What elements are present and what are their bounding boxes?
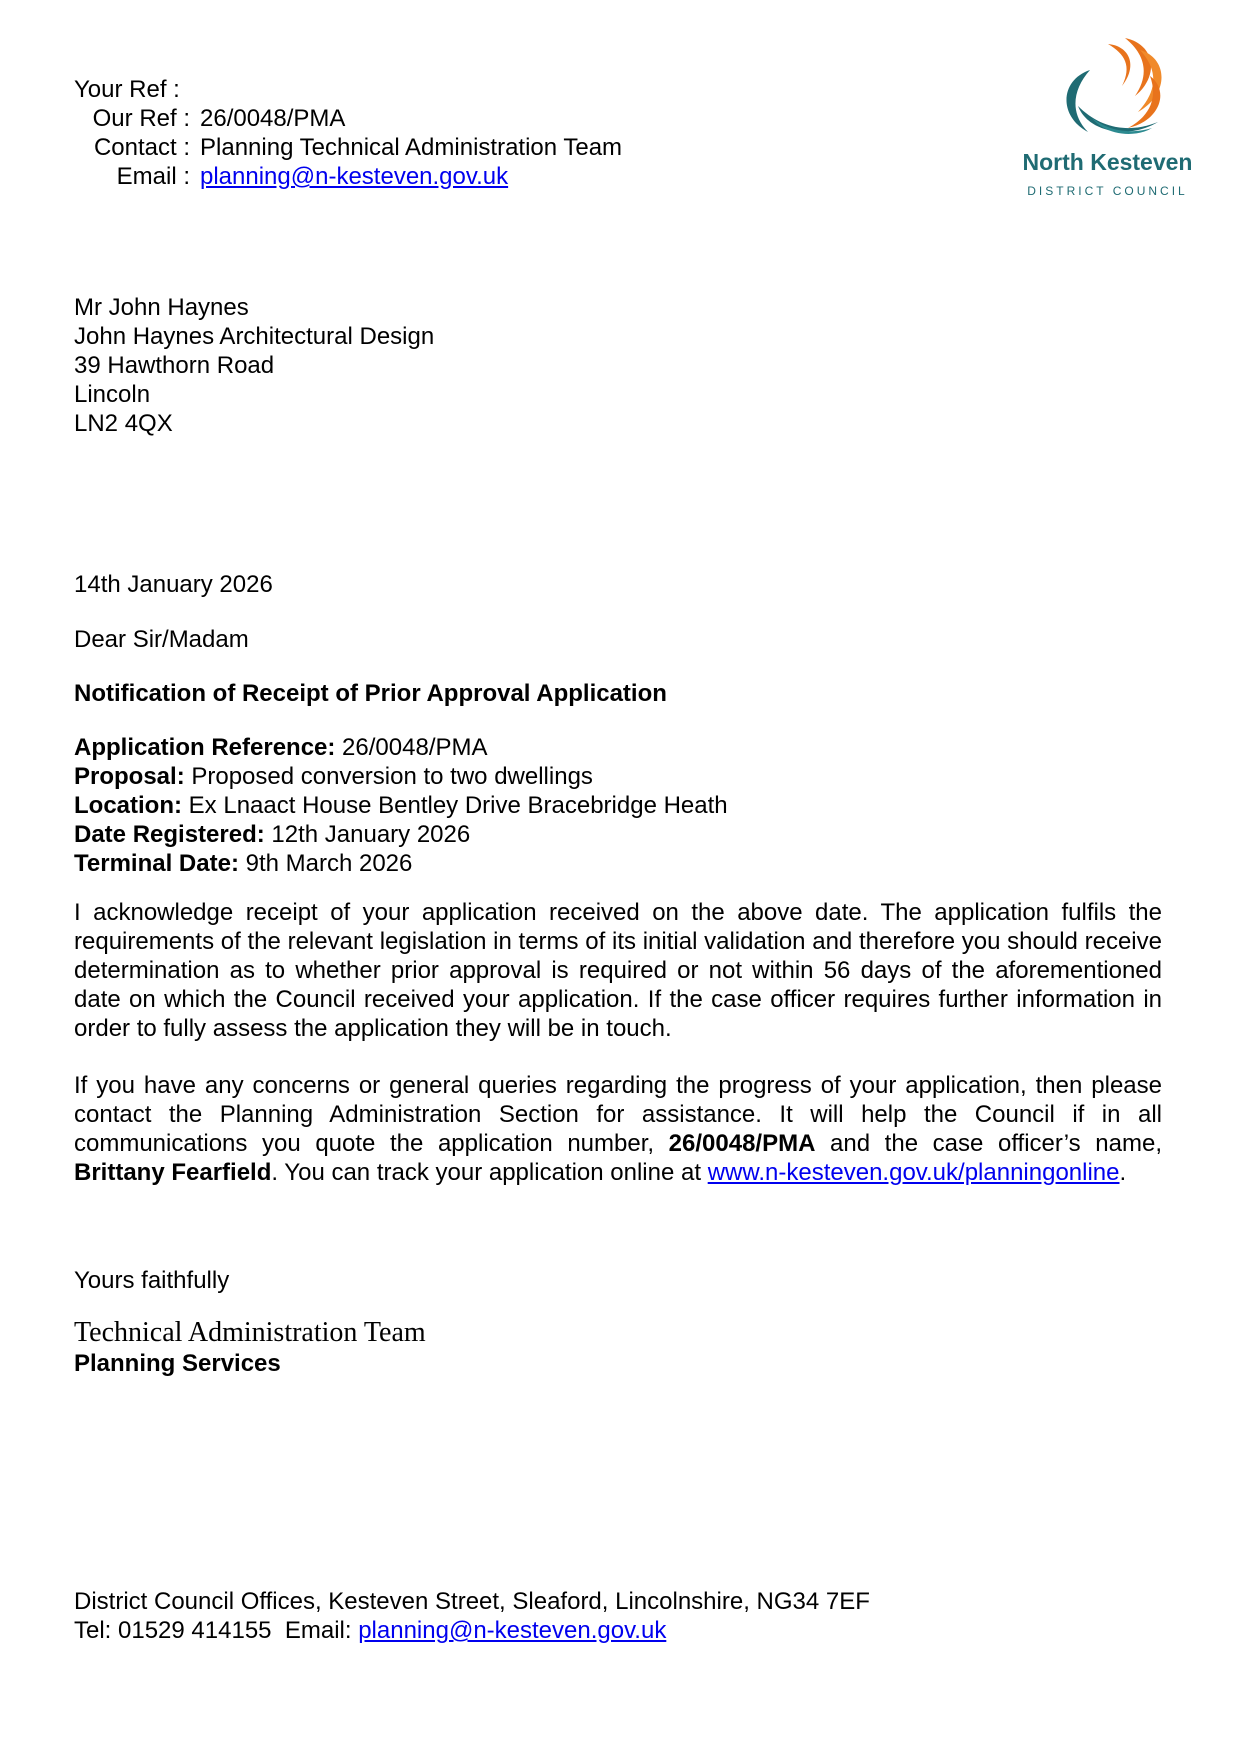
- our-ref-row: [74, 104, 622, 133]
- detail-label: Date Registered:: [74, 821, 265, 848]
- detail-proposal: [74, 762, 728, 791]
- logo-subtitle: DISTRICT COUNCIL: [1027, 184, 1188, 198]
- header-email-link[interactable]: planning@n-kesteven.gov.uk: [200, 163, 509, 190]
- detail-application-reference: [74, 733, 728, 762]
- queries-paragraph: [74, 1071, 1162, 1187]
- closing: Yours faithfully: [74, 1267, 230, 1294]
- case-officer-name: Brittany Fearfield: [74, 1159, 272, 1186]
- detail-terminal-date: [74, 849, 728, 878]
- our-ref-value: 26/0048/PMA: [200, 105, 346, 132]
- address-line: John Haynes Architectural Design: [74, 323, 435, 350]
- swirl-logo-icon: [1010, 36, 1205, 146]
- salutation: Dear Sir/Madam: [74, 626, 249, 653]
- email-row: [74, 162, 622, 191]
- address-line: Lincoln: [74, 381, 151, 408]
- detail-value: 26/0048/PMA: [335, 734, 488, 761]
- detail-location: [74, 791, 728, 820]
- signature: Technical Administration Team: [74, 1317, 426, 1348]
- queries-text: and the case officer’s name,: [815, 1130, 1162, 1157]
- footer: [74, 1587, 870, 1645]
- application-details: [74, 733, 728, 878]
- detail-value: 9th March 2026: [238, 850, 413, 877]
- detail-value: 12th January 2026: [264, 821, 471, 848]
- detail-label: Application Reference:: [74, 734, 336, 761]
- footer-email-link[interactable]: planning@n-kesteven.gov.uk: [358, 1617, 667, 1644]
- queries-text: . You can track your application online at: [271, 1159, 708, 1186]
- detail-label: Proposal:: [74, 763, 185, 790]
- queries-text: .: [1119, 1159, 1127, 1186]
- detail-label: Terminal Date:: [74, 850, 239, 877]
- contact-value: Planning Technical Administration Team: [200, 134, 623, 161]
- address-line: Mr John Haynes: [74, 294, 249, 321]
- detail-value: Ex Lnaact House Bentley Drive Bracebridge Heath: [182, 792, 728, 819]
- your-ref-row: [74, 75, 622, 104]
- address-line: 39 Hawthorn Road: [74, 352, 275, 379]
- planning-online-link[interactable]: www.n-kesteven.gov.uk/planningonline: [707, 1159, 1120, 1186]
- email-label: Email :: [116, 163, 190, 190]
- footer-tel: Tel: 01529 414155 Email:: [74, 1617, 359, 1644]
- address-line: LN2 4QX: [74, 410, 173, 437]
- reference-block: [74, 75, 622, 191]
- footer-address: District Council Offices, Kesteven Street, Sleaford, Lincolnshire, NG34 7EF: [74, 1588, 870, 1615]
- application-number: 26/0048/PMA: [668, 1130, 816, 1157]
- detail-date-registered: [74, 820, 728, 849]
- your-ref-label: Your Ref :: [74, 76, 180, 103]
- our-ref-label: Our Ref :: [92, 105, 190, 132]
- detail-value: Proposed conversion to two dwellings: [184, 763, 593, 790]
- logo-name: North Kesteven: [1022, 149, 1193, 175]
- council-logo: [1010, 36, 1205, 196]
- letter-subject: Notification of Receipt of Prior Approval Application: [74, 680, 667, 707]
- recipient-address: [74, 293, 434, 438]
- letter-date: 14th January 2026: [74, 571, 273, 598]
- footer-contact: [74, 1616, 870, 1645]
- acknowledgement-paragraph: I acknowledge receipt of your application received on the above date. The application fulfils the requirements of the relevant legislation in terms of its initial validation and therefore you should receive determination as to whether prior approval is required or not within 56 days of the aforementioned date on which the Council received your application. If the case officer requires further information in order to fully assess the application they will be in touch.: [74, 899, 1162, 1042]
- contact-row: [74, 133, 622, 162]
- department: Planning Services: [74, 1350, 281, 1377]
- queries-text: If you have any concerns or general queries regarding the progress of your application, then please contact the Planning Administration Section for assistance. It will help the Council if in all communications you quote the application number,: [74, 1072, 1162, 1157]
- detail-label: Location:: [74, 792, 182, 819]
- contact-label: Contact :: [93, 134, 190, 161]
